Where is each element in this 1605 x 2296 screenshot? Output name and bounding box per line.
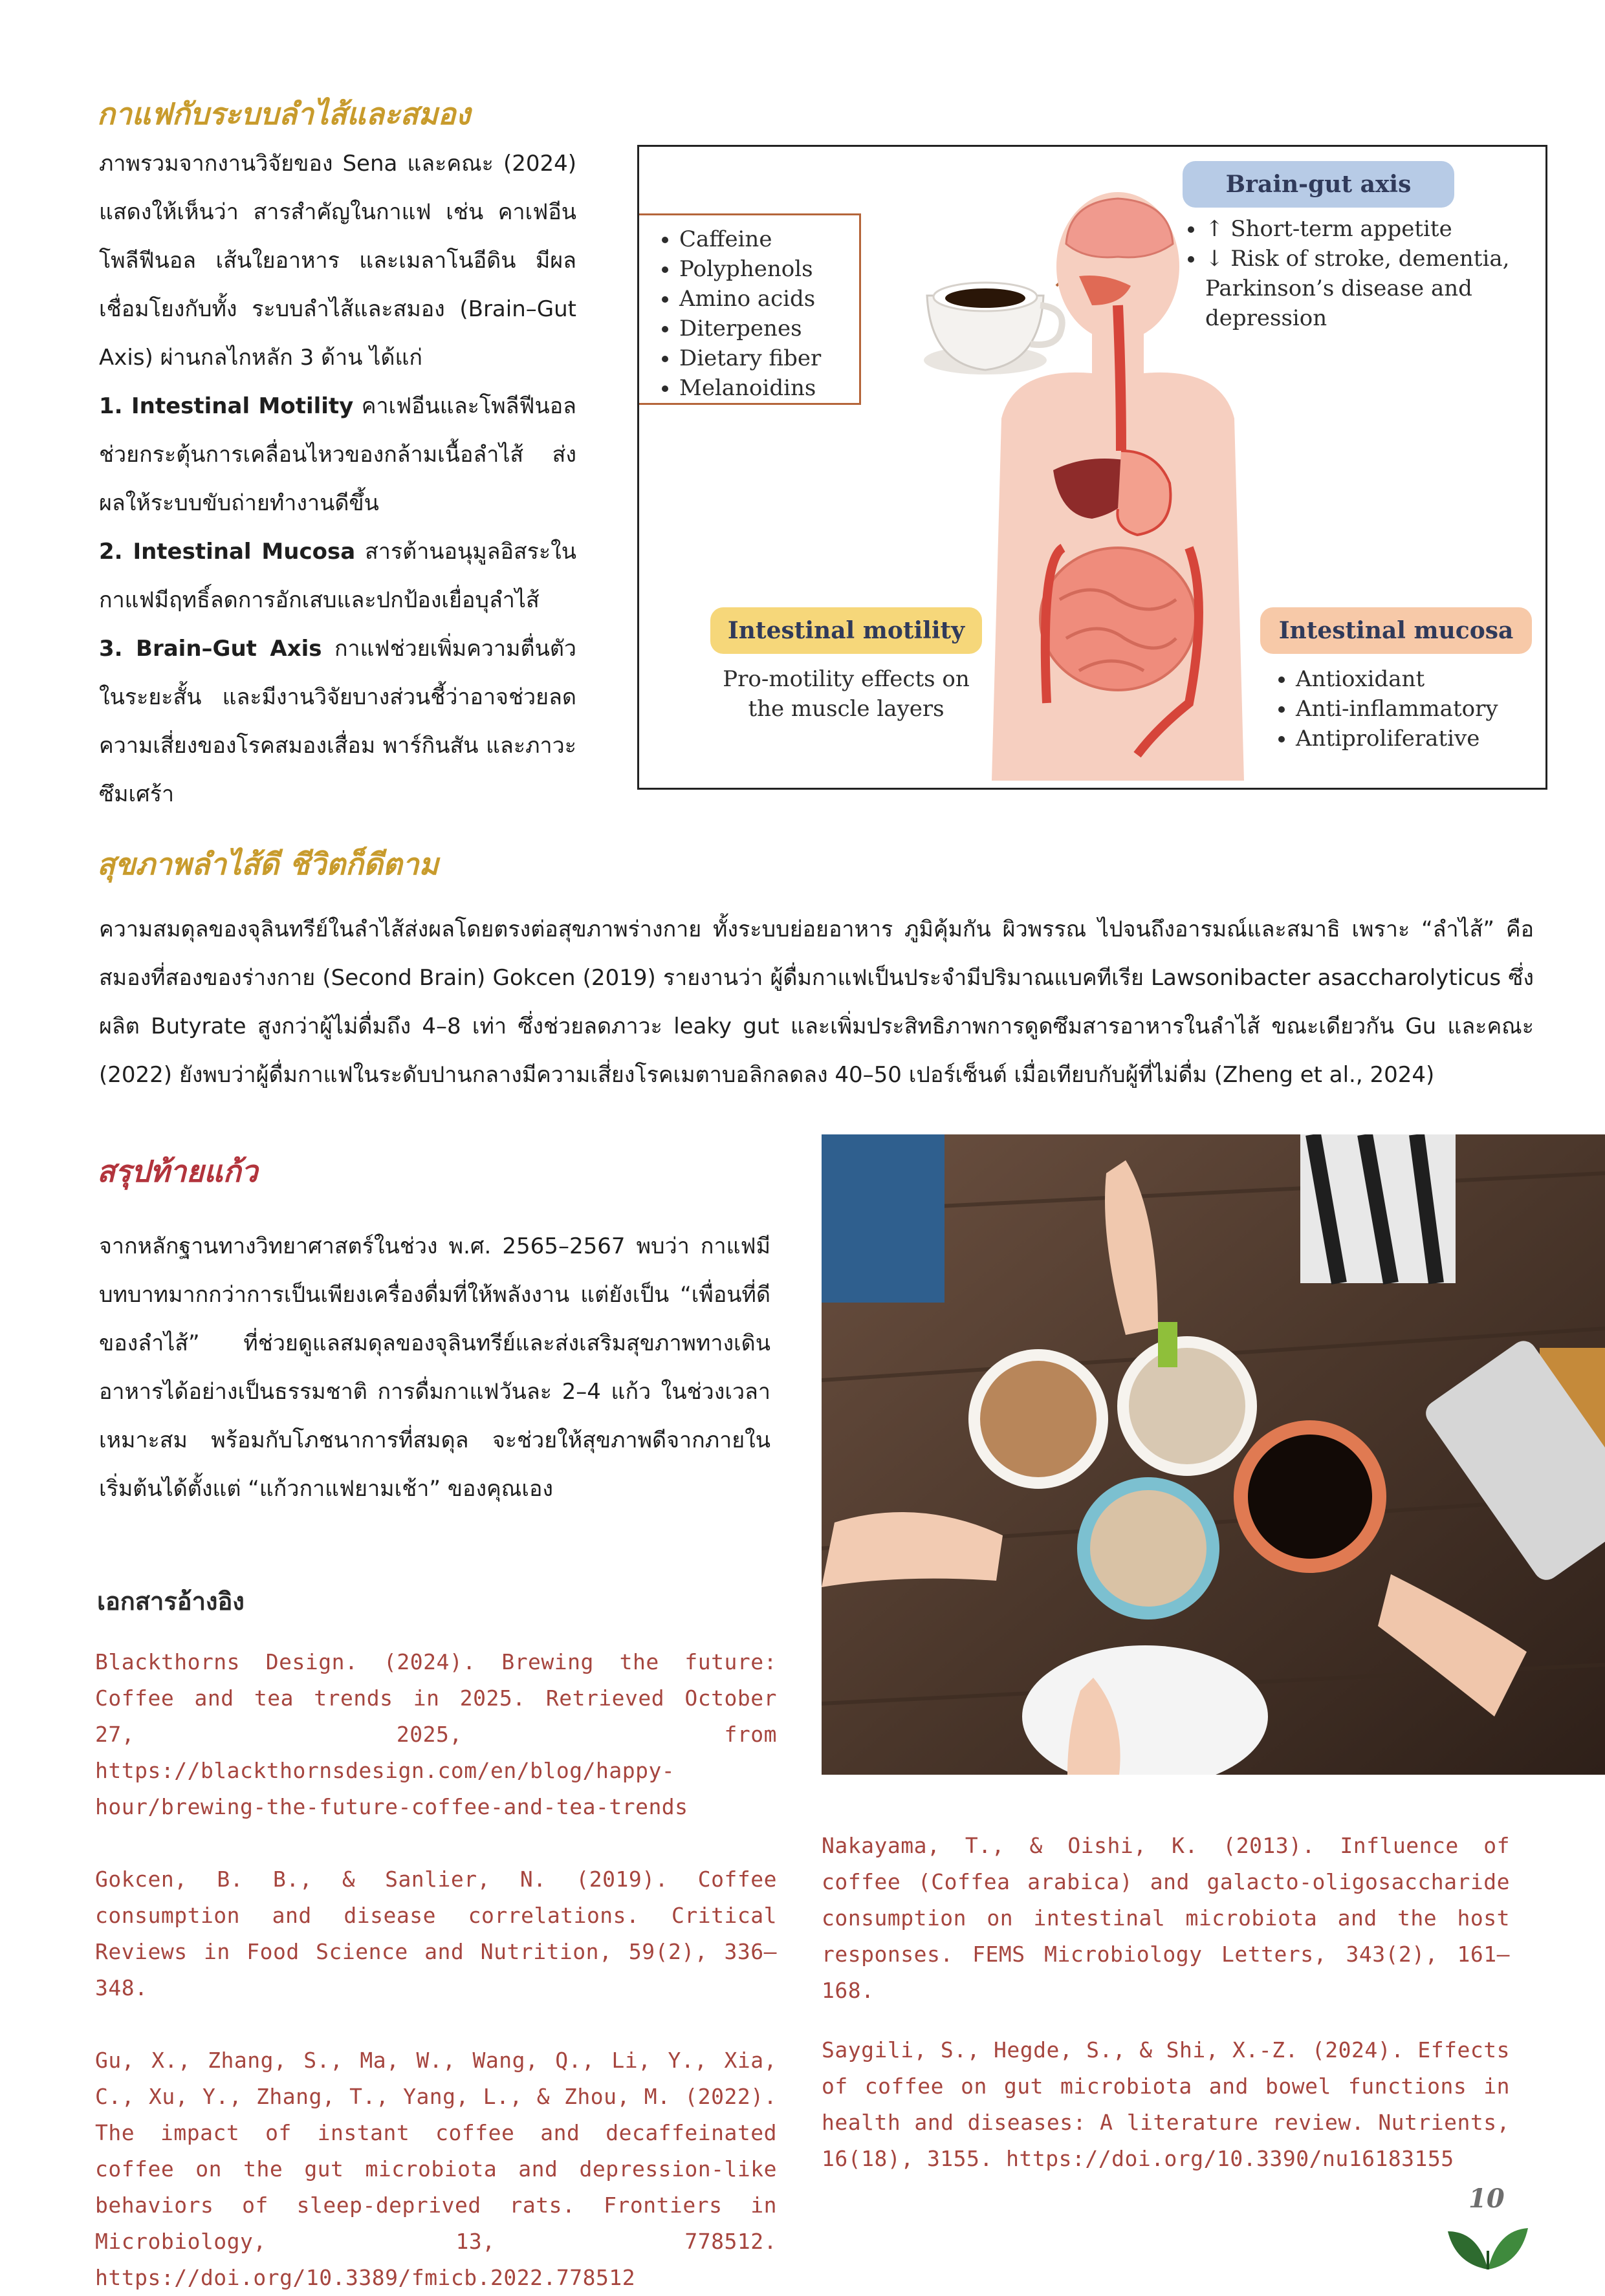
brain-gut-list xyxy=(1186,214,1529,333)
mucosa-item: • Antioxidant xyxy=(1296,664,1547,694)
intestinal-motility-label: Intestinal motility xyxy=(710,607,982,654)
compound-item: • Melanoidins xyxy=(679,373,859,403)
point-1-text: คาเฟอีนและโพลีฟีนอลช่วยกระตุ้นการเคลื่อนไหวของกล้ามเนื้อลำไส้ ส่งผลให้ระบบขับถ่ายทำงานดีขึ้น xyxy=(99,393,577,516)
intestinal-mucosa-list xyxy=(1276,664,1547,753)
reference-item: Gu, X., Zhang, S., Ma, W., Wang, Q., Li, Y., Xia, C., Xu, Y., Zhang, T., Yang, L., & Zhou, M. (2022). The impact of instant coffee and decaffeinated coffee on the gut microbiota and depression-like behaviors of sleep-deprived rats. Frontiers in Microbiology, 13, 778512. https://doi.org/10.3389/fmicb.2022.778512 xyxy=(95,2048,777,2290)
point-2-term: 2. Intestinal Mucosa xyxy=(99,539,356,565)
section2-text xyxy=(99,905,1534,1099)
reference-item: Gokcen, B. B., & Sanlier, N. (2019). Coffee consumption and disease correlations. Critical Reviews in Food Science and Nutrition, 59(2), 336–348. xyxy=(95,1867,777,2000)
compound-item: • Caffeine xyxy=(679,224,859,254)
brain-gut-axis-label: Brain-gut axis xyxy=(1183,161,1454,208)
point-2-text: สารต้านอนุมูลอิสระในกาแฟมีฤทธิ์ลดการอักเสบและปกป้องเยื่อบุลำไส้ xyxy=(99,539,576,613)
brain-gut-axis-figure xyxy=(637,145,1547,790)
references-heading: เอกสารอ้างอิง xyxy=(97,1587,245,1616)
compound-item: • Amino acids xyxy=(679,284,859,314)
section-heading-coffee-gut-brain: กาแฟกับระบบลำไส้และสมอง xyxy=(97,96,471,131)
section-heading-gut-health: สุขภาพลำไส้ดี ชีวิตก็ดีตาม xyxy=(97,847,439,882)
brain-gut-item: • ↓ Risk of stroke, dementia, Parkinson’s disease and depression xyxy=(1205,244,1529,333)
compound-item: • Polyphenols xyxy=(679,254,859,284)
coffee-cups-photo xyxy=(822,1134,1605,1775)
intro-paragraph: ภาพรวมจากงานวิจัยของ Sena และคณะ (2024) แสดงให้เห็นว่า สารสำคัญในกาแฟ เช่น คาเฟอีน โพลีฟีนอล เส้นใยอาหาร และเมลาโนอีดิน มีผลเชื่อมโยงกับทั้ง ระบบลำไส้และสมอง (Brain–Gut Axis) ผ่านกลไกหลัก 3 ด้าน ได้แก่ xyxy=(99,151,576,371)
mucosa-item: • Anti-inflammatory xyxy=(1296,694,1547,724)
intestinal-mucosa-label: Intestinal mucosa xyxy=(1260,607,1532,654)
point-3 xyxy=(99,625,576,819)
reference-item: Saygili, S., Hegde, S., & Shi, X.-Z. (2024). Effects of coffee on gut microbiota and bowel functions in health and diseases: A literature review. Nutrients, 16(18), 3155. https://doi.org/10.3390/nu16183155 xyxy=(822,2037,1510,2171)
brain-gut-item: • ↑ Short-term appetite xyxy=(1205,214,1529,244)
references-left-column xyxy=(95,1644,777,2296)
section-heading-conclusion: สรุปท้ายแก้ว xyxy=(97,1154,258,1189)
mucosa-item: • Antiproliferative xyxy=(1296,724,1547,753)
references-right-column xyxy=(822,1828,1510,2177)
page-number: 10 xyxy=(1469,2183,1505,2214)
compound-item: • Diterpenes xyxy=(679,314,859,343)
compound-item: • Dietary fiber xyxy=(679,343,859,373)
gut-health-paragraph: ความสมดุลของจุลินทรีย์ในลำไส้ส่งผลโดยตรงต่อสุขภาพร่างกาย ทั้งระบบย่อยอาหาร ภูมิคุ้มกัน ผิวพรรณ ไปจนถึงอารมณ์และสมาธิ เพราะ “ลำไส้” คือสมองที่สองของร่างกาย (Second Brain) Gokcen (2019) รายงานว่า ผู้ดื่มกาแฟเป็นประจำมีปริมาณแบคทีเรีย Lawsonibacter asaccharolyticus ซึ่งผลิต Butyrate สูงกว่าผู้ไม่ดื่มถึง 4–8 เท่า ซึ่งช่วยลดภาวะ leaky gut และเพิ่มประสิทธิภาพการดูดซึมสารอาหารในลำไส้ ขณะเดียวกัน Gu และคณะ (2022) ยังพบว่าผู้ดื่มกาแฟในระดับปานกลางมีความเสี่ยงโรคเมตาบอลิกลดลง 40–50 เปอร์เซ็นต์ เมื่อเทียบกับผู้ที่ไม่ดื่ม (Zheng et al., 2024) xyxy=(99,916,1534,1088)
section1-text xyxy=(99,140,576,819)
leaf-icon xyxy=(1443,2212,1533,2269)
point-3-term: 3. Brain–Gut Axis xyxy=(99,636,322,662)
reference-item: Nakayama, T., & Oishi, K. (2013). Influence of coffee (Coffea arabica) and galacto-oligosaccharide consumption on intestinal microbiota and the host responses. FEMS Microbiology Letters, 343(2), 161–168. xyxy=(822,1833,1510,2003)
point-3-text: กาแฟช่วยเพิ่มความตื่นตัวในระยะสั้น และมีงานวิจัยบางส่วนชี้ว่าอาจช่วยลดความเสี่ยงของโรคสมองเสื่อม พาร์กินสัน และภาวะซึมเศร้า xyxy=(99,636,576,807)
section3-text xyxy=(99,1222,770,1513)
coffee-cups-image xyxy=(822,1134,1605,1775)
point-1-term: 1. Intestinal Motility xyxy=(99,393,354,419)
conclusion-paragraph: จากหลักฐานทางวิทยาศาสตร์ในช่วง พ.ศ. 2565–2567 พบว่า กาแฟมีบทบาทมากกว่าการเป็นเพียงเครื่องดื่มที่ให้พลังงาน แต่ยังเป็น “เพื่อนที่ดีของลำไส้” ที่ช่วยดูแลสมดุลของจุลินทรีย์และส่งเสริมสุขภาพทางเดินอาหารได้อย่างเป็นธรรมชาติ การดื่มกาแฟวันละ 2–4 แก้ว ในช่วงเวลาเหมาะสม พร้อมกับโภชนาการที่สมดุล จะช่วยให้สุขภาพดีจากภายใน เริ่มต้นได้ตั้งแต่ “แก้วกาแฟยามเช้า” ของคุณเอง xyxy=(99,1233,770,1502)
coffee-cup-icon xyxy=(924,283,1062,374)
reference-item: Blackthorns Design. (2024). Brewing the future: Coffee and tea trends in 2025. Retrieved October 27, 2025, from https://blackthornsdesign.com/en/blog/happy-hour/brewing-the-future-coffee-and-tea-trends xyxy=(95,1649,777,1819)
point-1 xyxy=(99,382,576,528)
point-2 xyxy=(99,528,576,625)
intestinal-motility-text: Pro-motility effects on the muscle layers xyxy=(723,666,970,722)
